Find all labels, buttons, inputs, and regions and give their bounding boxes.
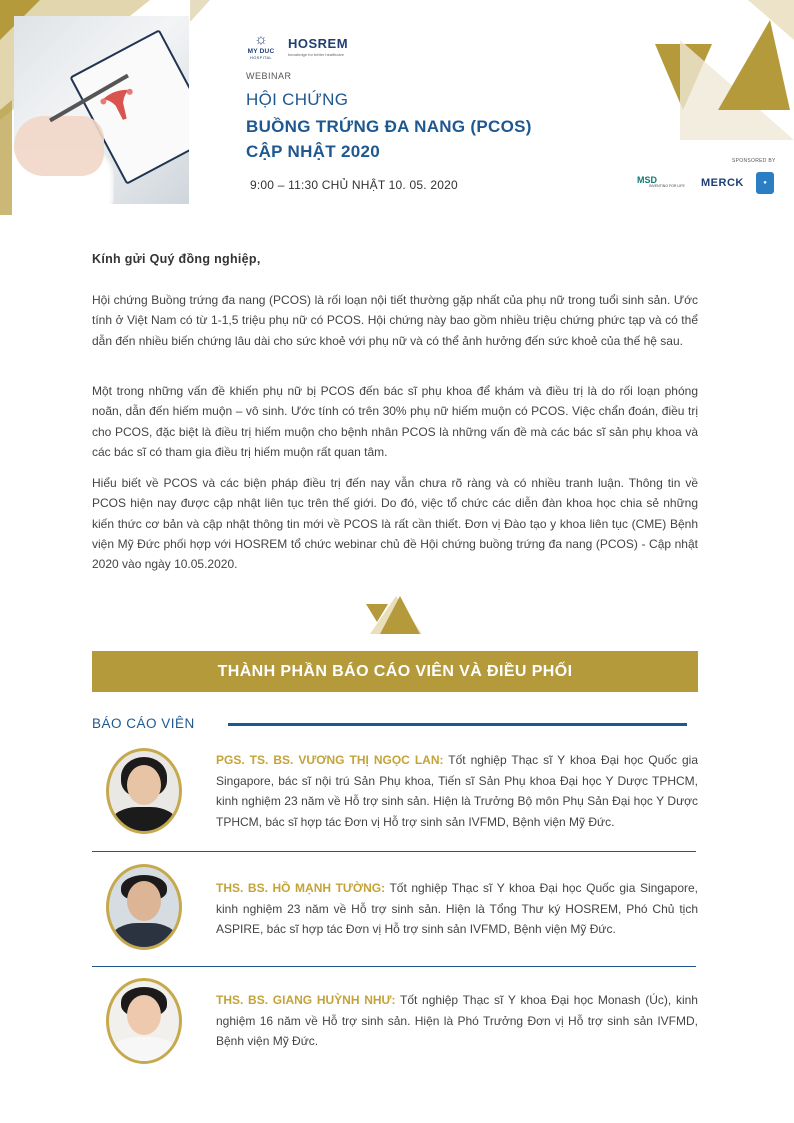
header-photo <box>14 16 189 204</box>
sponsor-msd-logo: MSD INVENTING FOR LIFE <box>637 175 685 188</box>
speaker-photo-1 <box>106 748 182 834</box>
speaker-name-2: THS. BS. HỒ MẠNH TƯỜNG: <box>216 881 386 895</box>
speaker-divider-2 <box>92 966 696 967</box>
title-line-3: CẬP NHẬT 2020 <box>246 142 380 161</box>
hosrem-logo: HOSREM knowledge for better healthcare <box>288 36 349 57</box>
speaker-bio-1: PGS. TS. BS. VƯƠNG THỊ NGỌC LAN: Tốt nghiệp Thạc sĩ Y khoa Đại học Quốc gia Singapore, bác sĩ nội trú Sản Phụ khoa, Tiến sĩ Sản Phụ khoa Đại học Y Dược TPHCM, kinh nghiệm 23 năm về Hỗ trợ sinh sản. Hiện là Trưởng Bộ môn Phụ Sản Đại học Y Dược TPHCM, bác sĩ hợp tác Đơn vị Hỗ trợ sinh sản IVFMD, Bệnh viện Mỹ Đức. <box>216 753 698 829</box>
speakers-heading: BÁO CÁO VIÊN <box>92 716 195 731</box>
sponsored-by-label: SPONSORED BY <box>732 158 776 164</box>
triangle-ornament <box>366 592 426 638</box>
myduc-logo-icon: ☼ <box>254 31 268 48</box>
paragraph-2: Một trong những vấn đề khiến phụ nữ bị PCOS đến bác sĩ phụ khoa để khám và điều trị là do rối loạn phóng noãn, dẫn đến hiếm muộn – vô sinh. Ước tính có trên 30% phụ nữ hiếm muộn có PCOS. Việc chẩn đoán, điều trị cho PCOS, đặc biệt là điều trị hiếm muộn cho bệnh nhân PCOS là những vấn đề mà các bác sĩ sản phụ khoa và các bác sĩ có tham gia điều trị hiếm muộn rất quan tâm. <box>92 384 698 459</box>
event-type: WEBINAR <box>246 71 292 81</box>
section-header <box>92 651 698 692</box>
speaker-bio-2: THS. BS. HỒ MẠNH TƯỜNG: Tốt nghiệp Thạc sĩ Y khoa Đại học Quốc gia Singapore, kinh nghiệm 23 năm về Hỗ trợ sinh sản. Hiện là Tổng Thư ký HOSREM, Phó Chủ tịch ASPIRE, bác sĩ hợp tác Đơn vị Hỗ trợ sinh sản IVFMD, Bệnh viện Mỹ Đức. <box>216 881 699 936</box>
greeting: Kính gửi Quý đồng nghiệp, <box>92 252 261 266</box>
speaker-name-1: PGS. TS. BS. VƯƠNG THỊ NGỌC LAN: <box>216 753 444 767</box>
paragraph-3: Hiểu biết về PCOS và các biện pháp điều trị đến nay vẫn chưa rõ ràng và có nhiều tranh luận. Thông tin về PCOS hiện nay được cập nhật liên tục trên thế giới. Do đó, việc tổ chức các diễn đàn khoa học chia sẻ những kiến thức cơ bản và cập nhật thông tin mới về PCOS là rất cần thiết. Đơn vị Đào tạo y khoa liên tục (CME) Bệnh viện Mỹ Đức phối hợp với HOSREM tổ chức webinar chủ đề Hội chứng buồng trứng đa nang (PCOS) - Cập nhật 2020 vào ngày 10.05.2020. <box>92 476 698 572</box>
speaker-bio-3: THS. BS. GIANG HUỲNH NHƯ: Tốt nghiệp Thạc sĩ Y khoa Đại học Monash (Úc), kinh nghiệm 16 năm về Hỗ trợ sinh sản. Hiện là Phó Trưởng Đơn vị Hỗ trợ sinh sản IVFMD, Bệnh viện Mỹ Đức. <box>216 993 698 1048</box>
speaker-photo-3 <box>106 978 182 1064</box>
title-line-1: HỘI CHỨNG <box>246 90 349 109</box>
speaker-photo-2 <box>106 864 182 950</box>
event-datetime: 9:00 – 11:30 CHỦ NHẬT 10. 05. 2020 <box>250 178 458 192</box>
sponsor-logo-3: ● <box>756 172 774 194</box>
title-line-2: BUỒNG TRỨNG ĐA NANG (PCOS) <box>246 117 532 136</box>
myduc-logo: ☼ MY DUC HOSPITAL <box>247 31 275 60</box>
paragraph-1: Hội chứng Buồng trứng đa nang (PCOS) là rối loạn nội tiết thường gặp nhất của phụ nữ trong tuổi sinh sản. Ước tính ở Việt Nam có từ 1-1,5 triệu phụ nữ có PCOS. Hội chứng này bao gồm nhiều triệu chứng phức tạp và có thể dẫn đến nhiều biến chứng lâu dài cho sức khoẻ với phụ nữ và có thể ảnh hưởng đến sức khoẻ của thế hệ sau. <box>92 293 698 348</box>
sponsor-merck-logo: MERCK <box>701 177 744 189</box>
logo-bar <box>246 32 506 66</box>
speaker-divider-1 <box>92 851 696 852</box>
heading-rule <box>228 723 687 726</box>
speaker-name-3: THS. BS. GIANG HUỲNH NHƯ: <box>216 993 396 1007</box>
section-title: THÀNH PHẦN BÁO CÁO VIÊN VÀ ĐIỀU PHỐI <box>217 662 573 680</box>
